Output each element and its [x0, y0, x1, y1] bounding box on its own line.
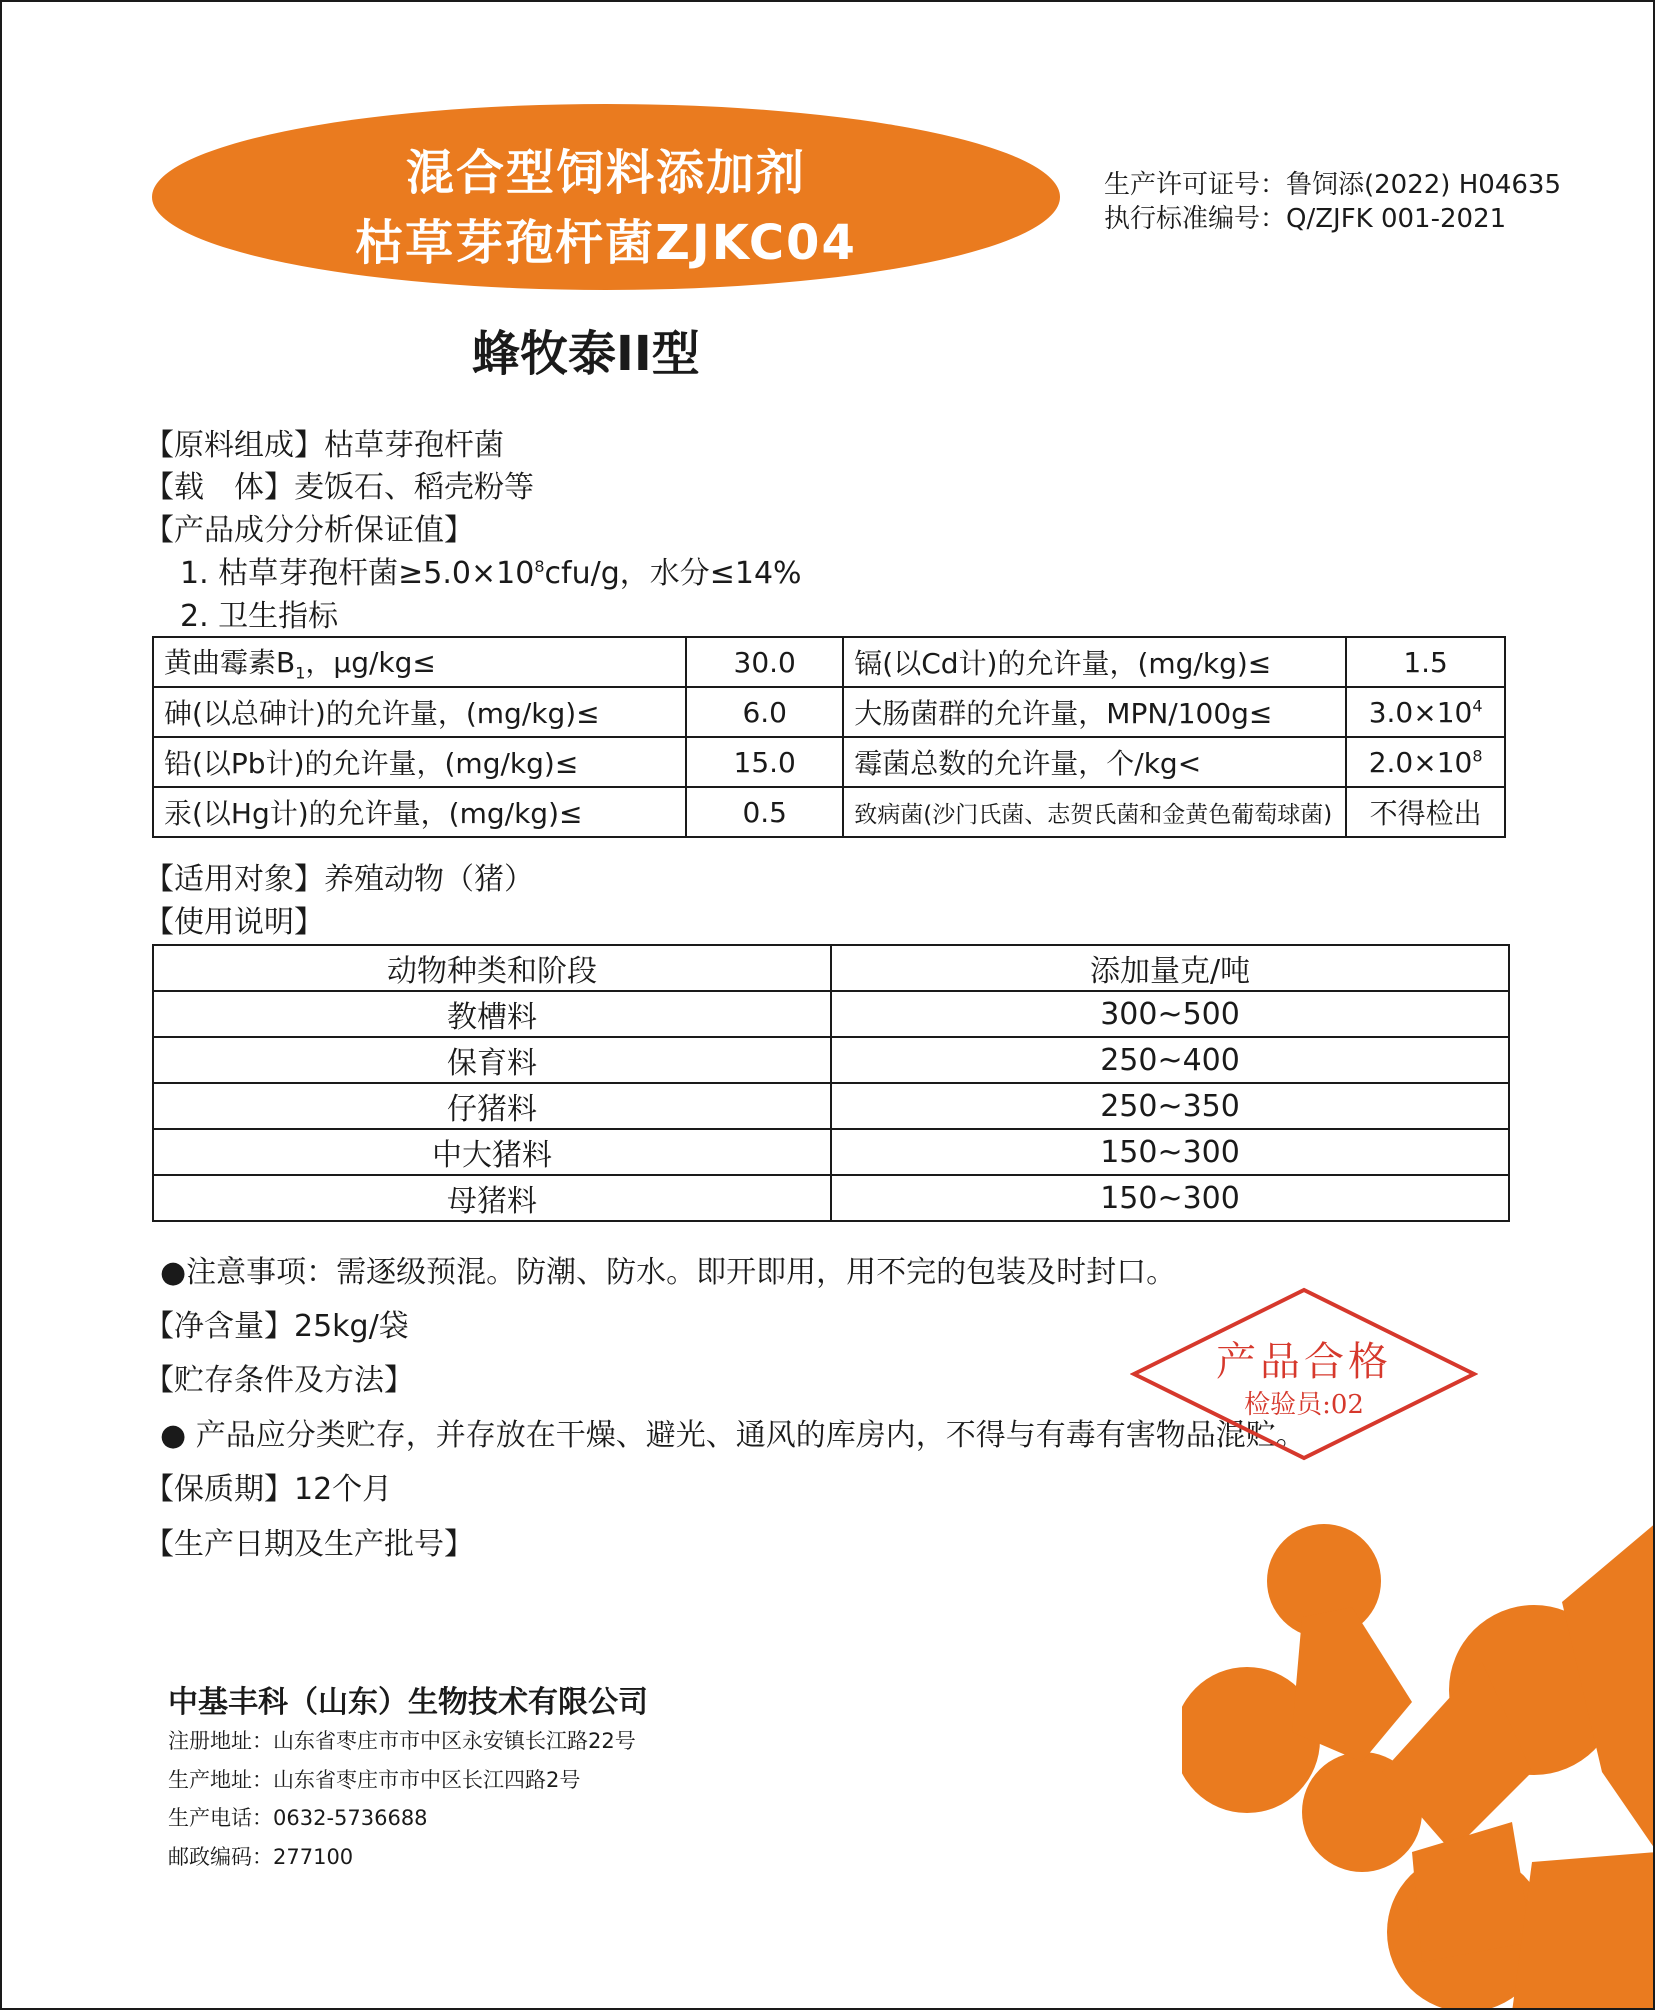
- ingredients: 【原料组成】枯草芽孢杆菌: [144, 428, 504, 463]
- hygiene-value-base: 不得检出: [1369, 797, 1482, 830]
- hygiene-item-value: [1346, 687, 1505, 737]
- usage-animal-stage: 仔猪料: [153, 1083, 831, 1129]
- net-content: 【净含量】25kg/袋: [144, 1309, 409, 1344]
- title-line-2: 枯草芽孢杆菌ZJKC04: [355, 215, 857, 271]
- hygiene-item-subscript: 1: [295, 663, 306, 683]
- company-name: 中基丰科（山东）生物技术有限公司: [168, 1685, 648, 1720]
- storage-heading: 【贮存条件及方法】: [144, 1363, 414, 1398]
- stamp-qualified-text: 产品合格: [1216, 1339, 1392, 1385]
- production-address: 生产地址：山东省枣庄市市中区长江四路2号: [168, 1768, 581, 1792]
- hygiene-item-label: [153, 737, 686, 787]
- hygiene-row: [153, 687, 1505, 737]
- production-date-batch: 【生产日期及生产批号】: [144, 1527, 474, 1562]
- usage-row: [153, 991, 1509, 1037]
- hygiene-item-value: 6.0: [686, 687, 843, 737]
- usage-header-animal: 动物种类和阶段: [153, 945, 831, 991]
- license-number: 生产许可证号：鲁饲添(2022) H04635: [1104, 170, 1561, 200]
- hygiene-value-base: 2.0×10: [1368, 745, 1473, 779]
- caution-note: ●注意事项：需逐级预混。防潮、防水。即开即用，用不完的包装及时封口。: [160, 1255, 1177, 1290]
- hygiene-item-label: 致病菌(沙门氏菌、志贺氏菌和金黄色葡萄球菌): [843, 787, 1346, 837]
- hygiene-item-value: [1346, 637, 1505, 687]
- guarantee-item-2: 2. 卫生指标: [180, 599, 339, 634]
- guarantee-item-1-exp: 8: [534, 557, 545, 576]
- usage-animal-stage: 中大猪料: [153, 1129, 831, 1175]
- usage-row: [153, 1175, 1509, 1221]
- guarantee-item-1: [180, 548, 802, 592]
- hygiene-item-label: [153, 687, 686, 737]
- storage-note: ● 产品应分类贮存，并存放在干燥、避光、通风的库房内，不得与有毒有害物品混贮。: [160, 1418, 1306, 1453]
- target-animals: 【适用对象】养殖动物（猪）: [144, 862, 534, 897]
- title-line-1: 混合型饲料添加剂: [405, 145, 806, 201]
- hygiene-item-label: 霉菌总数的允许量，个/kg<: [843, 737, 1346, 787]
- hygiene-value-base: 3.0×10: [1368, 695, 1473, 729]
- usage-header-row: [153, 945, 1509, 991]
- usage-row: [153, 1129, 1509, 1175]
- hygiene-item-value: 30.0: [686, 637, 843, 687]
- hygiene-item-label-a: 铅(以Pb计)的允许量，(mg/kg)≤: [164, 747, 579, 780]
- hygiene-value-exponent: 4: [1472, 696, 1483, 716]
- guarantee-item-1-b: cfu/g，水分≤14%: [544, 556, 802, 591]
- usage-header-dosage: 添加量克/吨: [831, 945, 1509, 991]
- hygiene-value-base: 1.5: [1403, 645, 1448, 679]
- usage-dosage: 150~300: [831, 1129, 1509, 1175]
- hygiene-row: [153, 637, 1505, 687]
- hygiene-item-value: 15.0: [686, 737, 843, 787]
- guarantee-item-1-a: 1. 枯草芽孢杆菌≥5.0×10: [180, 556, 535, 591]
- hygiene-table: [152, 636, 1506, 838]
- registered-address: 注册地址：山东省枣庄市市中区永安镇长江路22号: [168, 1729, 636, 1753]
- shelf-life: 【保质期】12个月: [144, 1472, 393, 1507]
- hygiene-item-label-a: 汞(以Hg计)的允许量，(mg/kg)≤: [164, 797, 583, 830]
- usage-dosage: 300~500: [831, 991, 1509, 1037]
- usage-row: [153, 1037, 1509, 1083]
- stamp-inspector-text: 检验员:02: [1244, 1390, 1364, 1420]
- hygiene-item-label: [153, 637, 686, 687]
- production-phone: 生产电话：0632-5736688: [168, 1806, 428, 1830]
- hygiene-value-exponent: 8: [1472, 746, 1483, 766]
- hygiene-item-value: [1346, 737, 1505, 787]
- hygiene-row: [153, 787, 1505, 837]
- usage-dosage: 250~350: [831, 1083, 1509, 1129]
- hygiene-item-label: 镉(以Cd计)的允许量，(mg/kg)≤: [843, 637, 1346, 687]
- hygiene-item-label-b: ，μg/kg≤: [305, 646, 436, 680]
- usage-dosage: 150~300: [831, 1175, 1509, 1221]
- hygiene-item-label-a: 黄曲霉素B: [164, 646, 296, 680]
- usage-animal-stage: 教槽料: [153, 991, 831, 1037]
- standard-number: 执行标准编号：Q/ZJFK 001-2021: [1104, 204, 1507, 234]
- usage-heading: 【使用说明】: [144, 905, 324, 940]
- hygiene-item-value: 0.5: [686, 787, 843, 837]
- hygiene-item-label-a: 砷(以总砷计)的允许量，(mg/kg)≤: [164, 697, 600, 730]
- usage-animal-stage: 母猪料: [153, 1175, 831, 1221]
- molecule-decoration: [1182, 1522, 1655, 2010]
- hygiene-item-label: 大肠菌群的允许量，MPN/100g≤: [843, 687, 1346, 737]
- usage-row: [153, 1083, 1509, 1129]
- usage-table: [152, 944, 1510, 1222]
- hygiene-row: [153, 737, 1505, 787]
- postal-code: 邮政编码：277100: [168, 1845, 354, 1869]
- hygiene-item-label: [153, 787, 686, 837]
- usage-animal-stage: 保育料: [153, 1037, 831, 1083]
- carrier: 【载 体】麦饭石、稻壳粉等: [144, 470, 534, 505]
- deco-connector: [1292, 1607, 1412, 1762]
- deco-connector: [1412, 1822, 1532, 1962]
- hygiene-item-value: [1346, 787, 1505, 837]
- deco-connector: [1512, 1852, 1655, 2010]
- guarantee-heading: 【产品成分分析保证值】: [144, 513, 474, 548]
- product-name: 蜂牧泰II型: [472, 326, 700, 382]
- usage-dosage: 250~400: [831, 1037, 1509, 1083]
